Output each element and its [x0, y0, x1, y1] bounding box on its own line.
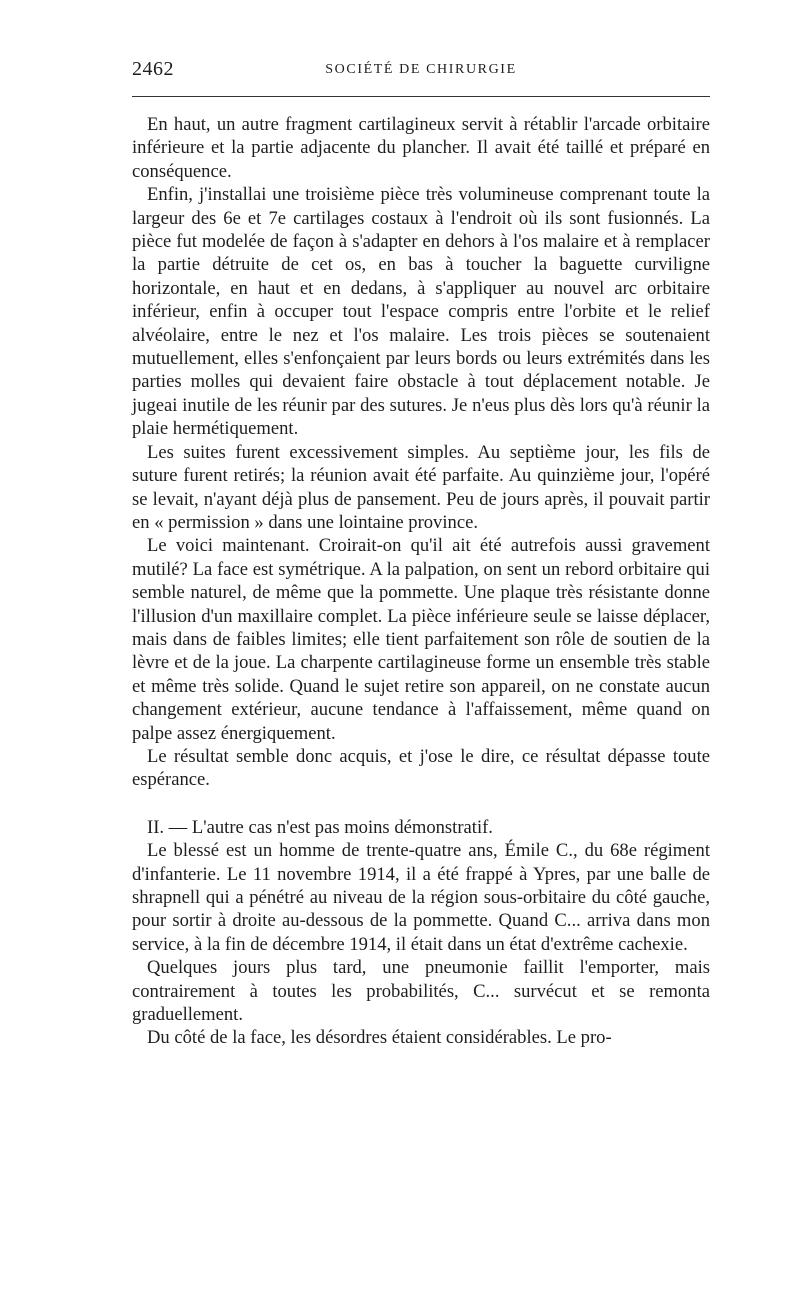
paragraph: Les suites furent excessivement simples. Au septième jour, les fils de suture furent retirés; la réunion avait été parfaite. Au quinzième jour, l'opéré se levait, n'ayant déjà plus de pansement. Peu de jours après, il pouvait partir en « permission » dans une lointaine province.	[132, 441, 710, 533]
paragraph: Le résultat semble donc acquis, et j'ose le dire, ce résultat dépasse toute espérance.	[132, 745, 710, 791]
paragraph: Quelques jours plus tard, une pneumonie faillit l'emporter, mais contrairement à toutes les probabilités, C... survécut et se remonta graduellement.	[132, 957, 710, 1026]
section-heading: II. — L'autre cas n'est pas moins démonstratif.	[147, 816, 493, 838]
running-title: SOCIÉTÉ DE CHIRURGIE	[325, 62, 517, 77]
paragraph: En haut, un autre fragment cartilagineux servit à rétablir l'arcade orbitaire inférieure et la partie adjacente du plancher. Il avait été taillé et préparé en conséquence.	[132, 114, 710, 182]
paragraph: Du côté de la face, les désordres étaient considérables. Le pro-	[147, 1027, 612, 1049]
page-number: 2462	[132, 58, 174, 80]
header-rule	[132, 96, 710, 97]
paragraph: Enfin, j'installai une troisième pièce très volumineuse comprenant toute la largeur des 6e et 7e cartilages costaux à l'endroit où ils sont fusionnés. La pièce fut modelée de façon à s'adapter en dehors à l'os malaire et à remplacer la partie détruite de cet os, en bas à toucher la baguette curviligne horizontale, en haut et en dedans, à s'appliquer au nouvel arc orbitaire inférieur, enfin à occuper tout l'espace compris entre l'orbite et le relief alvéolaire, entre le nez et l'os malaire. Les trois pièces se soutenaient mutuellement, elles s'enfonçaient par leurs bords ou leurs extrémités dans les parties molles qui devaient faire obstacle à tout déplacement notable. Je jugeai inutile de les réunir par des sutures. Je n'eus plus dès lors qu'à réunir la plaie hermétiquement.	[132, 184, 710, 440]
paragraph: Le voici maintenant. Croirait-on qu'il ait été autrefois aussi gravement mutilé? La face est symétrique. A la palpation, on sent un rebord orbitaire qui semble naturel, de même que la pommette. Une plaque très résistante donne l'illusion d'un maxillaire complet. La pièce inférieure seule se laisse déplacer, mais dans de faibles limites; elle tient parfaitement son rôle de soutien de la lèvre et de la joue. La charpente cartilagineuse forme un ensemble très stable et même très solide. Quand le sujet retire son appareil, on ne constate aucun changement extérieur, aucune tendance à l'affaissement, même quand on palpe assez énergiquement.	[132, 535, 710, 744]
paragraph: Le blessé est un homme de trente-quatre ans, Émile C., du 68e régiment d'infanterie. Le 11 novembre 1914, il a été frappé à Ypres, par une balle de shrapnell qui a pénétré au niveau de la région sous-orbitaire du côté gauche, pour sortir à droite au-dessous de la pommette. Quand C... arriva dans mon service, à la fin de décembre 1914, il était dans un état d'extrême cachexie.	[132, 840, 710, 955]
page-header	[132, 58, 710, 88]
body-text	[132, 113, 710, 1050]
section-gap	[132, 792, 710, 816]
